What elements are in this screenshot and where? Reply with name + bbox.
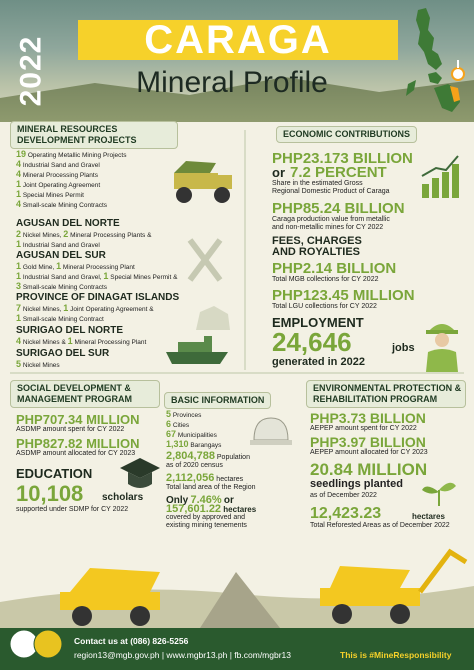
overview-item: 4 Industrial Sand and Gravel bbox=[16, 159, 100, 169]
province-details: 4 Nickel Mines & 1 Mineral Processing Plant bbox=[16, 336, 147, 346]
footer-contact: Contact us at (086) 826-5256 bbox=[74, 636, 189, 646]
aepep-allocated-value: PHP3.97 BILLION bbox=[310, 434, 426, 450]
aepep-spent-description: AEPEP amount spent for CY 2022 bbox=[310, 425, 417, 432]
overview-item: 1 Special Mines Permit bbox=[16, 189, 84, 199]
overview-item: 1 Joint Operating Agreement bbox=[16, 179, 101, 189]
province-details: 1 Gold Mine, 1 Mineral Processing Plant 1 Industrial Sand and Gravel, 1 Special Mines Permit & 3 Small-scale Mining Contracts bbox=[16, 261, 178, 291]
employment-heading: EMPLOYMENT bbox=[272, 315, 364, 330]
agency-seals-icon bbox=[8, 614, 64, 670]
province-heading: AGUSAN DEL SUR bbox=[16, 250, 106, 261]
lgu-collection-value: PHP123.45 MILLION bbox=[272, 287, 415, 304]
basic-info-list bbox=[166, 410, 221, 450]
column-divider bbox=[244, 130, 246, 370]
basic-item: 1,310 Barangays bbox=[166, 439, 222, 449]
hard-hat-icon bbox=[248, 412, 294, 448]
graduation-cap-icon bbox=[118, 454, 162, 494]
asdmp-spent-value: PHP707.34 MILLION bbox=[16, 412, 140, 427]
basic-item: 6 Cities bbox=[166, 419, 190, 429]
footer-hashtag: This is #MineResponsibility bbox=[340, 650, 452, 660]
asdmp-allocated-value: PHP827.82 MILLION bbox=[16, 436, 140, 451]
province-details: 2 Nickel Mines, 2 Mineral Processing Plants & 1 Industrial Sand and Gravel bbox=[16, 229, 152, 249]
province-heading: PROVINCE OF DINAGAT ISLANDS bbox=[16, 292, 180, 303]
mining-coverage: Only 7.46% or 157,601.22 hectares covered by approved and existing mining tenements bbox=[166, 494, 257, 529]
basic-info-heading: BASIC INFORMATION bbox=[164, 392, 271, 409]
reforested-unit: hectares bbox=[412, 512, 445, 521]
province-details: 5 Nickel Mines bbox=[16, 359, 60, 369]
fees-heading: FEES, CHARGES AND ROYALTIES bbox=[272, 235, 362, 258]
growth-chart-icon bbox=[418, 154, 462, 200]
lgu-collection-description: Total LGU collections for CY 2022 bbox=[272, 303, 377, 310]
page-subtitle: Mineral Profile bbox=[136, 66, 328, 99]
land-area: 2,112,056 hectares Total land area of the Region bbox=[166, 472, 256, 491]
row-divider bbox=[10, 372, 464, 374]
mining-site-illustration bbox=[0, 532, 474, 628]
production-value: PHP85.24 BILLION bbox=[272, 200, 405, 217]
education-value: 10,108 bbox=[16, 481, 84, 506]
province-heading: SURIGAO DEL SUR bbox=[16, 348, 110, 359]
seedlings-description: seedlings planted as of December 2022 bbox=[310, 478, 403, 499]
employment-value: 24,646 bbox=[272, 327, 352, 357]
reforested-description: Total Reforested Areas as of December 2022 bbox=[310, 522, 450, 529]
worker-icon bbox=[420, 314, 464, 374]
social-section-heading: SOCIAL DEVELOPMENT & MANAGEMENT PROGRAM bbox=[10, 380, 160, 408]
education-heading: EDUCATION bbox=[16, 466, 93, 481]
education-description: supported under SDMP for CY 2022 bbox=[16, 506, 129, 513]
population: 2,804,788 Population as of 2020 census bbox=[166, 450, 250, 469]
seedlings-value: 20.84 MILLION bbox=[310, 460, 428, 479]
province-heading: AGUSAN DEL NORTE bbox=[16, 218, 120, 229]
province-details: 7 Nickel Mines, 1 Joint Operating Agreement & 1 Small-scale Mining Contract bbox=[16, 303, 154, 323]
footer-links[interactable]: region13@mgb.gov.ph | www.mgbr13.ph | fb.com/mgbr13 bbox=[74, 650, 291, 660]
mineral-overview-list bbox=[16, 150, 126, 210]
ship-icon bbox=[164, 330, 230, 370]
ore-icon bbox=[180, 230, 230, 290]
employment-description: generated in 2022 bbox=[272, 356, 365, 368]
overview-item: 19 Operating Metallic Mining Projects bbox=[16, 149, 127, 159]
env-section-heading: ENVIRONMENTAL PROTECTION & REHABILITATION PROGRAM bbox=[306, 380, 466, 408]
employment-unit: jobs bbox=[392, 342, 415, 354]
economic-section-heading: ECONOMIC CONTRIBUTIONS bbox=[276, 126, 417, 143]
education-unit: scholars bbox=[102, 492, 144, 503]
aepep-allocated-description: AEPEP amount allocated for CY 2023 bbox=[310, 449, 428, 456]
philippines-map-icon bbox=[398, 4, 470, 116]
mgb-collection-description: Total MGB collections for CY 2022 bbox=[272, 276, 379, 283]
basic-item: 67 Municipalities bbox=[166, 429, 217, 439]
page-title: CARAGA bbox=[144, 18, 332, 62]
title-banner bbox=[78, 20, 398, 60]
province-heading: SURIGAO DEL NORTE bbox=[16, 325, 124, 336]
asdmp-allocated-description: ASDMP amount allocated for CY 2023 bbox=[16, 450, 136, 457]
aepep-spent-value: PHP3.73 BILLION bbox=[310, 410, 426, 426]
reforested-value: 12,423.23 bbox=[310, 505, 382, 522]
footer bbox=[0, 628, 474, 670]
overview-item: 4 Mineral Processing Plants bbox=[16, 169, 98, 179]
production-description: Caraga production value from metallic and non-metallic mines for CY 2022 bbox=[272, 216, 390, 231]
gdp-description: Share in the estimated Gross Regional Domestic Product of Caraga bbox=[272, 180, 390, 195]
gdp-percent: 7.2 PERCENT bbox=[290, 164, 387, 181]
seedling-icon bbox=[416, 478, 462, 508]
mgb-collection-value: PHP2.14 BILLION bbox=[272, 260, 397, 277]
dump-truck-icon bbox=[170, 155, 236, 207]
basic-item: 5 Provinces bbox=[166, 409, 202, 419]
mineral-section-heading: MINERAL RESOURCES DEVELOPMENT PROJECTS bbox=[10, 121, 178, 149]
gdp-or: or bbox=[272, 165, 285, 180]
year-label: 2022 bbox=[14, 35, 47, 107]
overview-item: 4 Small-scale Mining Contracts bbox=[16, 199, 107, 209]
gdp-value: PHP23.173 BILLION bbox=[272, 150, 413, 167]
asdmp-spent-description: ASDMP amount spent for CY 2022 bbox=[16, 426, 125, 433]
